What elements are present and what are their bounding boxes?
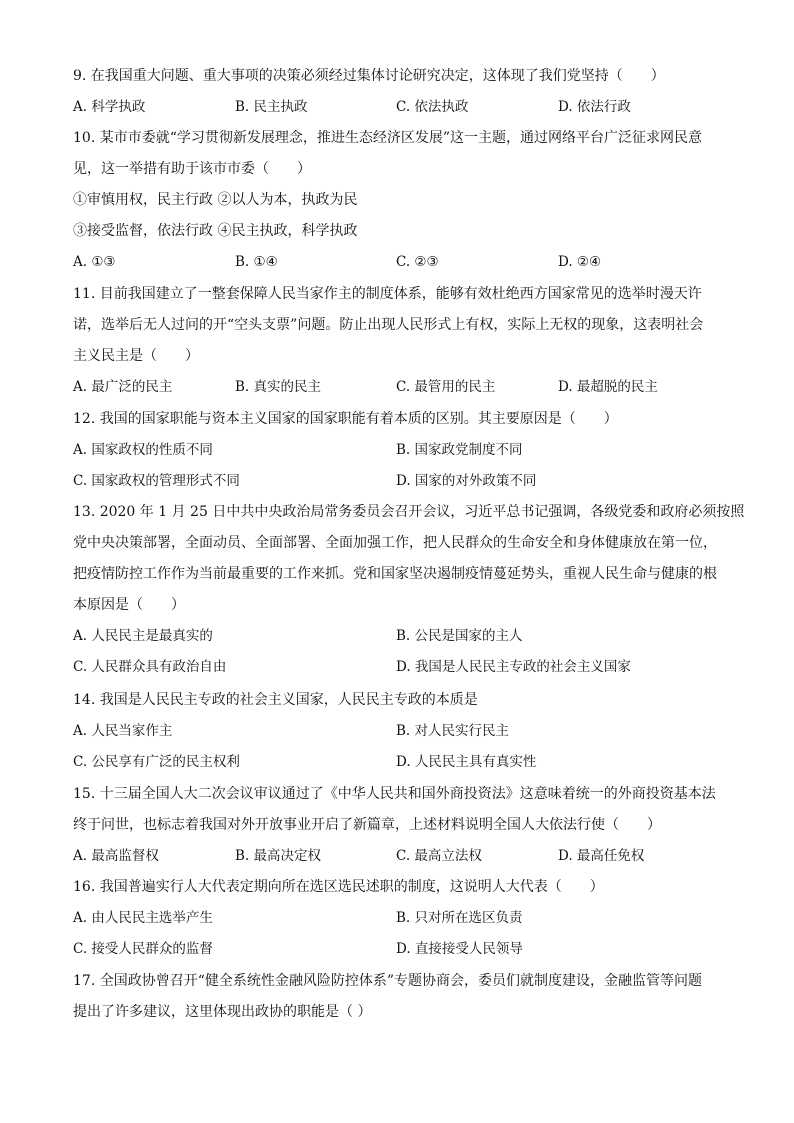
question-stem: 提出了许多建议，这里体现出政协的职能是（ ） bbox=[73, 1004, 372, 1020]
question-stem: 17. 全国政协曾召开“健全系统性金融风险防控体系”专题协商会，委员们就制度建设，金融监管等问题 bbox=[73, 973, 703, 989]
question-13 bbox=[73, 497, 745, 683]
options-row bbox=[73, 435, 723, 466]
option-c[interactable]: C. 最管用的民主 bbox=[396, 379, 496, 395]
option-b[interactable]: B. 只对所在选区负责 bbox=[396, 910, 523, 926]
option-c[interactable]: C. 人民群众具有政治自由 bbox=[73, 659, 227, 675]
option-b[interactable]: B. 对人民实行民主 bbox=[396, 723, 510, 739]
question-stem: 16. 我国普遍实行人大代表定期向所在选区选民述职的制度，这说明人大代表（ ） bbox=[73, 879, 604, 895]
question-9 bbox=[73, 61, 723, 123]
option-a[interactable]: A. 人民当家作主 bbox=[73, 723, 173, 739]
options-row bbox=[73, 903, 723, 934]
option-b[interactable]: B. ①④ bbox=[235, 254, 278, 270]
option-c[interactable]: C. 依法执政 bbox=[396, 99, 469, 115]
question-stem: 9. 在我国重大问题、重大事项的决策必须经过集体讨论研究决定，这体现了我们党坚持（ ） bbox=[73, 68, 665, 84]
option-d[interactable]: D. 直接接受人民领导 bbox=[396, 941, 523, 957]
option-d[interactable]: D. 国家的对外政策不同 bbox=[396, 473, 537, 489]
question-stem: 11. 目前我国建立了一整套保障人民当家作主的制度体系，能够有效杜绝西方国家常见的选举时漫天许 bbox=[73, 286, 702, 302]
options-row bbox=[73, 841, 723, 872]
question-15 bbox=[73, 779, 723, 872]
question-stem: 15. 十三届全国人大二次会议审议通过了《中华人民共和国外商投资法》这意味着统一的外商投资基本法 bbox=[73, 786, 716, 802]
question-stem: 党中央决策部署，全面动员、全面部署、全面加强工作，把人民群众的生命安全和身体健康放在第一位， bbox=[73, 535, 717, 551]
question-stem: 诺，选举后无人过问的开“空头支票”问题。防止出现人民形式上有权，实际上无权的现象，这表明社会 bbox=[73, 317, 704, 333]
options-row bbox=[73, 247, 723, 278]
question-stem: 13. 2020 年 1 月 25 日中共中央政治局常务委员会召开会议，习近平总书记强调，各级党委和政府必须按照 bbox=[73, 504, 745, 520]
question-14 bbox=[73, 685, 723, 778]
option-a[interactable]: A. 科学执政 bbox=[73, 99, 146, 115]
options-row bbox=[73, 716, 723, 747]
options-row bbox=[73, 652, 723, 683]
question-stem: 主义民主是（ ） bbox=[73, 348, 199, 364]
question-stem: 本原因是（ ） bbox=[73, 597, 185, 613]
options-row bbox=[73, 934, 723, 965]
options-row bbox=[73, 92, 723, 123]
option-c[interactable]: C. 公民享有广泛的民主权利 bbox=[73, 754, 240, 770]
options-row bbox=[73, 466, 723, 497]
question-statement: ①审慎用权，民主行政 ②以人为本，执政为民 bbox=[73, 192, 358, 208]
options-row bbox=[73, 621, 723, 652]
option-c[interactable]: C. 最高立法权 bbox=[396, 848, 482, 864]
option-a[interactable]: A. 由人民民主选举产生 bbox=[73, 910, 213, 926]
question-statement: ③接受监督，依法行政 ④民主执政，科学执政 bbox=[73, 223, 358, 239]
option-b[interactable]: B. 国家政党制度不同 bbox=[396, 442, 523, 458]
option-d[interactable]: D. 我国是人民民主专政的社会主义国家 bbox=[396, 659, 631, 675]
question-stem: 把疫情防控工作作为当前最重要的工作来抓。党和国家坚决遏制疫情蔓延势头，重视人民生命与健康的根 bbox=[73, 566, 717, 582]
question-16 bbox=[73, 872, 723, 965]
options-row bbox=[73, 372, 723, 403]
question-11 bbox=[73, 279, 723, 403]
question-stem: 12. 我国的国家职能与资本主义国家的国家职能有着本质的区别。其主要原因是（ ） bbox=[73, 411, 618, 427]
option-a[interactable]: A. ①③ bbox=[73, 254, 116, 270]
question-stem: 14. 我国是人民民主专政的社会主义国家，人民民主专政的本质是 bbox=[73, 692, 478, 708]
option-d[interactable]: D. ②④ bbox=[558, 254, 602, 270]
option-c[interactable]: C. 接受人民群众的监督 bbox=[73, 941, 213, 957]
options-row bbox=[73, 747, 723, 778]
option-c[interactable]: C. 国家政权的管理形式不同 bbox=[73, 473, 240, 489]
option-b[interactable]: B. 最高决定权 bbox=[235, 848, 322, 864]
question-12 bbox=[73, 404, 723, 497]
option-a[interactable]: A. 最广泛的民主 bbox=[73, 379, 173, 395]
option-d[interactable]: D. 依法行政 bbox=[558, 99, 631, 115]
option-b[interactable]: B. 民主执政 bbox=[235, 99, 308, 115]
option-d[interactable]: D. 最超脱的民主 bbox=[558, 379, 658, 395]
question-stem: 10. 某市市委就“学习贯彻新发展理念，推进生态经济区发展”这一主题，通过网络平台广泛征求网民意 bbox=[73, 130, 703, 146]
option-b[interactable]: B. 公民是国家的主人 bbox=[396, 628, 523, 644]
option-c[interactable]: C. ②③ bbox=[396, 254, 439, 270]
option-a[interactable]: A. 最高监督权 bbox=[73, 848, 159, 864]
question-stem: 见，这一举措有助于该市市委（ ） bbox=[73, 161, 311, 177]
question-17 bbox=[73, 966, 723, 1028]
question-stem: 终于问世，也标志着我国对外开放事业开启了新篇章，上述材料说明全国人大依法行使（ ） bbox=[73, 817, 661, 833]
option-b[interactable]: B. 真实的民主 bbox=[235, 379, 322, 395]
option-d[interactable]: D. 最高任免权 bbox=[558, 848, 645, 864]
option-d[interactable]: D. 人民民主具有真实性 bbox=[396, 754, 537, 770]
option-a[interactable]: A. 人民民主是最真实的 bbox=[73, 628, 213, 644]
question-10 bbox=[73, 123, 723, 278]
option-a[interactable]: A. 国家政权的性质不同 bbox=[73, 442, 213, 458]
